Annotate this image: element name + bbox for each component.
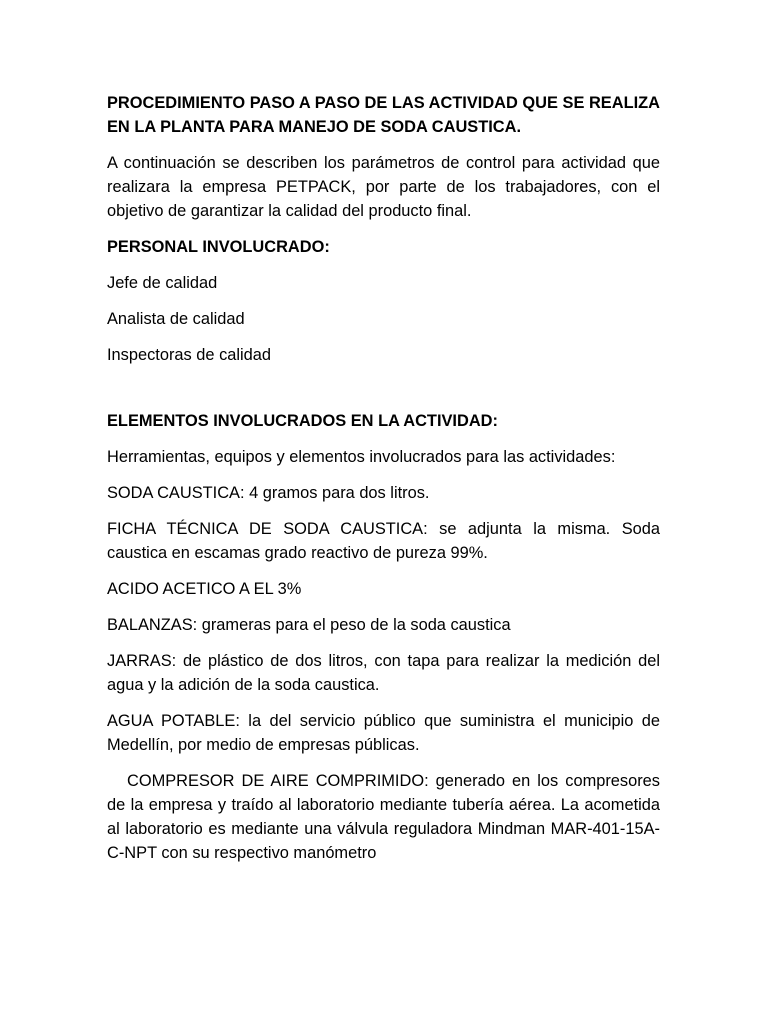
personal-item-jefe: Jefe de calidad xyxy=(107,274,218,292)
personal-heading: PERSONAL INVOLUCRADO: xyxy=(107,238,330,256)
document-page xyxy=(107,89,660,865)
elemento-soda-caustica: SODA CAUSTICA: 4 gramos para dos litros. xyxy=(107,484,430,502)
elemento-acido-acetico: ACIDO ACETICO A EL 3% xyxy=(107,580,302,598)
elementos-intro: Herramientas, equipos y elementos involucrados para las actividades: xyxy=(107,448,616,466)
document-title: PROCEDIMIENTO PASO A PASO DE LAS ACTIVIDAD QUE SE REALIZA EN LA PLANTA PARA MANEJO DE SODA CAUSTICA. xyxy=(107,94,660,136)
elemento-balanzas: BALANZAS: grameras para el peso de la soda caustica xyxy=(107,616,511,634)
elemento-ficha-tecnica: FICHA TÉCNICA DE SODA CAUSTICA: se adjunta la misma. Soda caustica en escamas grado reactivo de pureza 99%. xyxy=(107,520,660,562)
personal-item-analista: Analista de calidad xyxy=(107,310,245,328)
personal-item-inspectoras: Inspectoras de calidad xyxy=(107,346,272,364)
elemento-jarras: JARRAS: de plástico de dos litros, con tapa para realizar la medición del agua y la adición de la soda caustica. xyxy=(107,652,660,694)
elemento-compresor: COMPRESOR DE AIRE COMPRIMIDO: generado en los compresores de la empresa y traído al laboratorio mediante tubería aérea. La acometida al laboratorio es mediante una válvula reguladora Mindman MAR-401-15A-C-NPT con su respectivo manómetro xyxy=(107,772,660,862)
elemento-agua-potable: AGUA POTABLE: la del servicio público que suministra el municipio de Medellín, por medio de empresas públicas. xyxy=(107,712,660,754)
intro-paragraph: A continuación se describen los parámetros de control para actividad que realizara la empresa PETPACK, por parte de los trabajadores, con el objetivo de garantizar la calidad del producto final. xyxy=(107,154,660,220)
elementos-heading: ELEMENTOS INVOLUCRADOS EN LA ACTIVIDAD: xyxy=(107,412,498,430)
